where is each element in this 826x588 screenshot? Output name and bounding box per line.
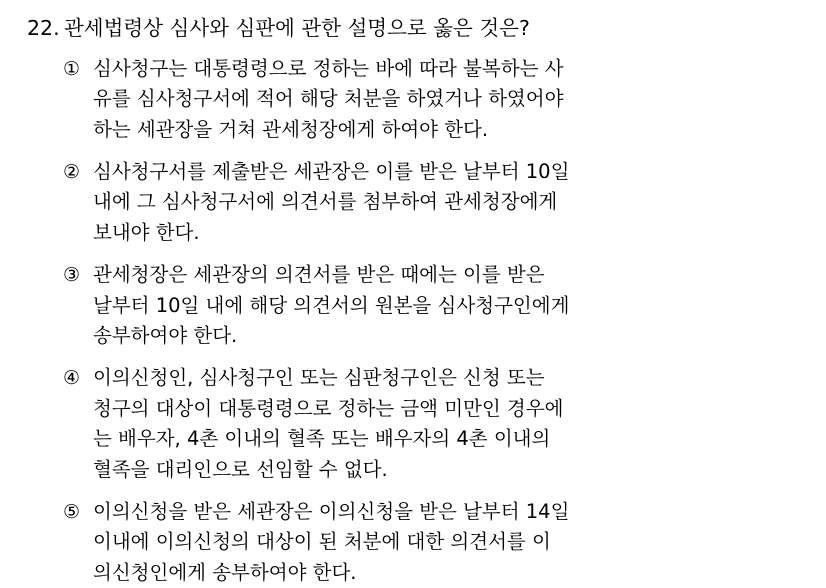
choice-line: 이내에 이의신청의 대상이 된 처분에 대한 의견서를 이 [93, 530, 551, 554]
choice-line: 보내야 한다. [93, 220, 200, 244]
choice-line: 심사청구는 대통령령으로 정하는 바에 따라 불복하는 사 [93, 56, 564, 80]
choice-item-5[interactable] [63, 497, 806, 588]
choice-text-2 [93, 157, 793, 248]
choice-line: 송부하여야 한다. [93, 323, 238, 347]
choice-line: 내에 그 심사청구서에 의견서를 첨부하여 관세청장에게 [93, 190, 558, 214]
question-text: 관세법령상 심사와 심판에 관한 설명으로 옳은 것은? [64, 16, 530, 40]
choice-line: 관세청장은 세관장의 의견서를 받은 때에는 이를 받은 [93, 263, 545, 287]
choices-container [20, 54, 806, 588]
choice-line: 혈족을 대리인으로 선임할 수 없다. [93, 457, 388, 481]
choice-line: 심사청구서를 제출받은 세관장은 이를 받은 날부터 10일 [93, 159, 570, 183]
choice-item-1[interactable] [63, 54, 806, 145]
choice-item-3[interactable] [63, 260, 806, 351]
choice-line: 이의신청인, 심사청구인 또는 심판청구인은 신청 또는 [93, 366, 545, 390]
choice-list [63, 54, 806, 588]
choice-line: 날부터 10일 내에 해당 의견서의 원본을 심사청구인에게 [93, 293, 570, 317]
choice-line: 의신청인에게 송부하여야 한다. [93, 560, 357, 584]
choice-marker-2: ② [63, 160, 81, 183]
choice-line: 유를 심사청구서에 적어 해당 처분을 하였거나 하였어야 [93, 87, 564, 111]
choice-text-4 [93, 363, 793, 485]
choice-text-3 [93, 260, 793, 351]
choice-marker-1: ① [63, 57, 81, 80]
choice-line: 하는 세관장을 거쳐 관세청장에게 하여야 한다. [93, 117, 489, 141]
choice-line: 는 배우자, 4촌 이내의 혈족 또는 배우자의 4촌 이내의 [93, 427, 551, 451]
choice-text-1 [93, 54, 793, 145]
choice-marker-3: ③ [63, 264, 81, 287]
choice-marker-4: ④ [63, 367, 81, 390]
choice-item-4[interactable] [63, 363, 806, 485]
question-header [20, 14, 806, 44]
choice-line: 청구의 대상이 대통령령으로 정하는 금액 미만인 경우에 [93, 396, 564, 420]
question-number: 22. [27, 16, 60, 40]
choice-line: 이의신청을 받은 세관장은 이의신청을 받은 날부터 14일 [93, 500, 570, 523]
choice-text-5 [93, 497, 793, 588]
choice-marker-5: ⑤ [63, 501, 81, 523]
choice-item-2[interactable] [63, 157, 806, 248]
